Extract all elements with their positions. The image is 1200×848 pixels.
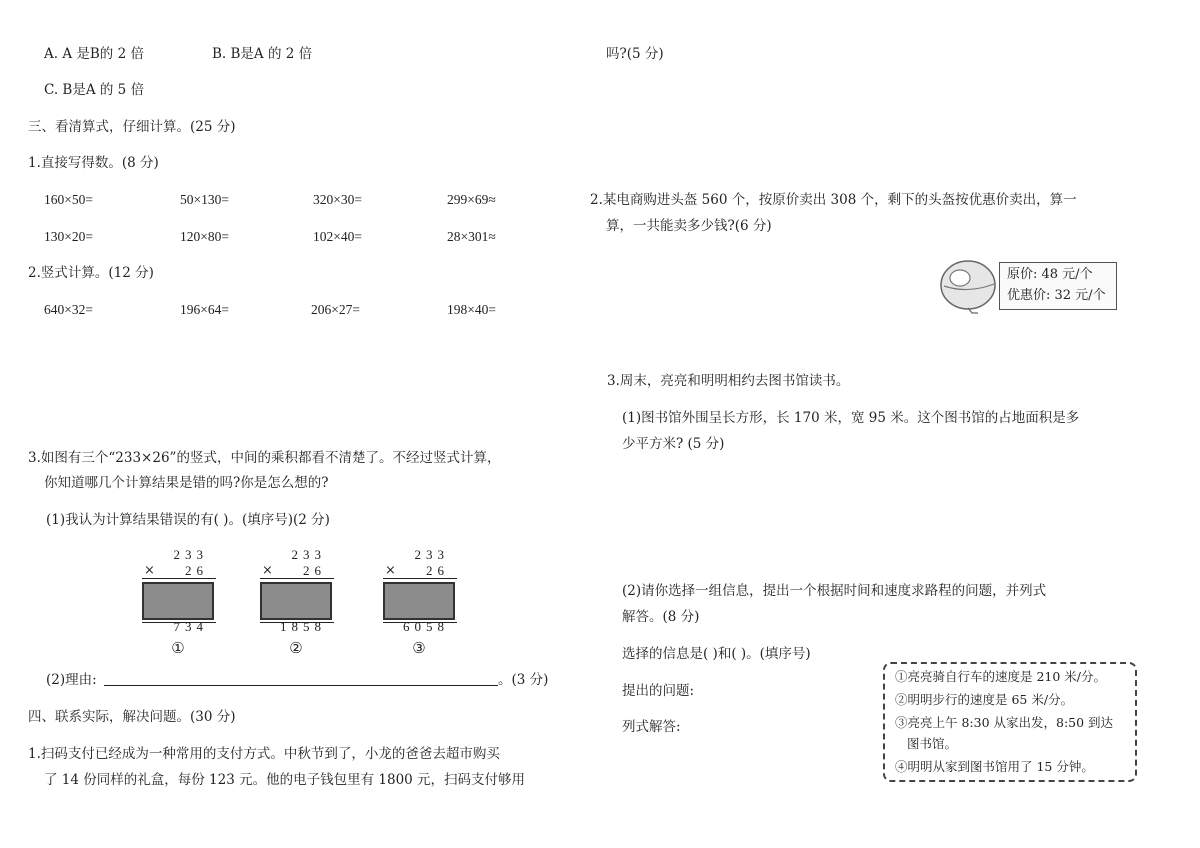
times-sign: × (385, 563, 396, 578)
original-price: 原价: 48 元/个 (1007, 267, 1093, 282)
calc-item: 206×27= (311, 302, 360, 317)
info-item-3-cont: 图书馆。 (907, 736, 958, 751)
vertical-calc-figure-2 (256, 547, 336, 657)
s4-q3-title: 3.周末，亮亮和明明相约去图书馆读书。 (607, 373, 850, 389)
s4-q3-p2-line1: (2)请你选择一组信息，提出一个根据时间和速度求路程的问题，并列式 (622, 583, 1047, 599)
s4-q3-p1-line1: (1)图书馆外围呈长方形，长 170 米，宽 95 米。这个图书馆的占地面积是多 (622, 410, 1080, 426)
answer-prompt: 列式解答: (622, 719, 681, 735)
obscured-product-box (383, 582, 455, 620)
multiplicand: 233 (291, 547, 326, 562)
info-item-2: ②明明步行的速度是 65 米/分。 (895, 692, 1074, 707)
discount-price: 优惠价: 32 元/个 (1007, 288, 1106, 303)
multiplicand: 233 (173, 547, 208, 562)
helmet-image (938, 256, 1000, 314)
s4-q1-line1: 1.扫码支付已经成为一种常用的支付方式。中秋节到了，小龙的爸爸去超市购买 (28, 746, 500, 762)
option-a: A. A 是B的 2 倍 (44, 46, 144, 62)
info-item-4: ④明明从家到图书馆用了 15 分钟。 (895, 759, 1094, 774)
info-item-1: ①亮亮骑自行车的速度是 210 米/分。 (895, 669, 1107, 684)
vertical-calc-figure-3 (379, 547, 459, 657)
info-box (883, 662, 1137, 782)
product-result: 1858 (280, 619, 326, 634)
s4-q3-p1-line2: 少平方米? (5 分) (622, 436, 725, 452)
section4-title: 四、联系实际，解决问题。(30 分) (28, 709, 236, 725)
divider-line (142, 578, 216, 579)
calc-item: 160×50= (44, 192, 93, 207)
s4-q2-line2: 算，一共能卖多少钱?(6 分) (606, 218, 772, 234)
times-sign: × (144, 563, 155, 578)
calc-item: 196×64= (180, 302, 229, 317)
divider-line (260, 578, 334, 579)
q2-title: 2.竖式计算。(12 分) (28, 265, 154, 281)
times-sign: × (262, 563, 273, 578)
product-result: 6058 (403, 619, 449, 634)
q3-line2: 你知道哪几个计算结果是错的吗?你是怎么想的? (44, 475, 329, 491)
s4-q1-line3: 吗?(5 分) (606, 46, 664, 62)
q1-title: 1.直接写得数。(8 分) (28, 155, 159, 171)
calc-item: 28×301≈ (447, 229, 496, 244)
q3-part1: (1)我认为计算结果错误的有( )。(填序号)(2 分) (46, 512, 330, 528)
q3-line1: 3.如图有三个“233×26”的竖式，中间的乘积都看不清楚了。不经过竖式计算， (28, 450, 501, 466)
multiplier: 26 (185, 563, 208, 578)
option-c: C. B是A 的 5 倍 (44, 82, 145, 98)
obscured-product-box (260, 582, 332, 620)
multiplier: 26 (426, 563, 449, 578)
divider-line (383, 578, 457, 579)
multiplier: 26 (303, 563, 326, 578)
calc-item: 130×20= (44, 229, 93, 244)
vertical-calc-figure-1 (138, 547, 218, 657)
select-info-prompt: 选择的信息是( )和( )。(填序号) (622, 646, 811, 662)
price-tag (999, 262, 1117, 310)
product-result: 734 (173, 619, 208, 634)
calc-item: 50×130= (180, 192, 229, 207)
s4-q3-p2-line2: 解答。(8 分) (622, 609, 700, 625)
answer-underline[interactable] (104, 685, 498, 686)
section3-title: 三、看清算式，仔细计算。(25 分) (28, 119, 236, 135)
calc-item: 299×69≈ (447, 192, 496, 207)
q3-part2-label: (2)理由: (46, 672, 97, 688)
calc-item: 102×40= (313, 229, 362, 244)
multiplicand: 233 (414, 547, 449, 562)
calc-item: 198×40= (447, 302, 496, 317)
calc-item: 320×30= (313, 192, 362, 207)
obscured-product-box (142, 582, 214, 620)
info-item-3: ③亮亮上午 8:30 从家出发，8:50 到达 (895, 715, 1114, 730)
calc-item: 640×32= (44, 302, 93, 317)
q3-part2-end: 。(3 分) (498, 672, 549, 688)
figure-label: ③ (412, 639, 426, 657)
calc-item: 120×80= (180, 229, 229, 244)
ask-question-prompt: 提出的问题: (622, 683, 695, 699)
s4-q2-line1: 2.某电商购进头盔 560 个，按原价卖出 308 个，剩下的头盔按优惠价卖出，算一 (590, 192, 1077, 208)
s4-q1-line2: 了 14 份同样的礼盒，每份 123 元。他的电子钱包里有 1800 元，扫码支付够用 (44, 772, 526, 788)
figure-label: ① (171, 639, 185, 657)
option-b: B. B是A 的 2 倍 (212, 46, 313, 62)
figure-label: ② (289, 639, 303, 657)
